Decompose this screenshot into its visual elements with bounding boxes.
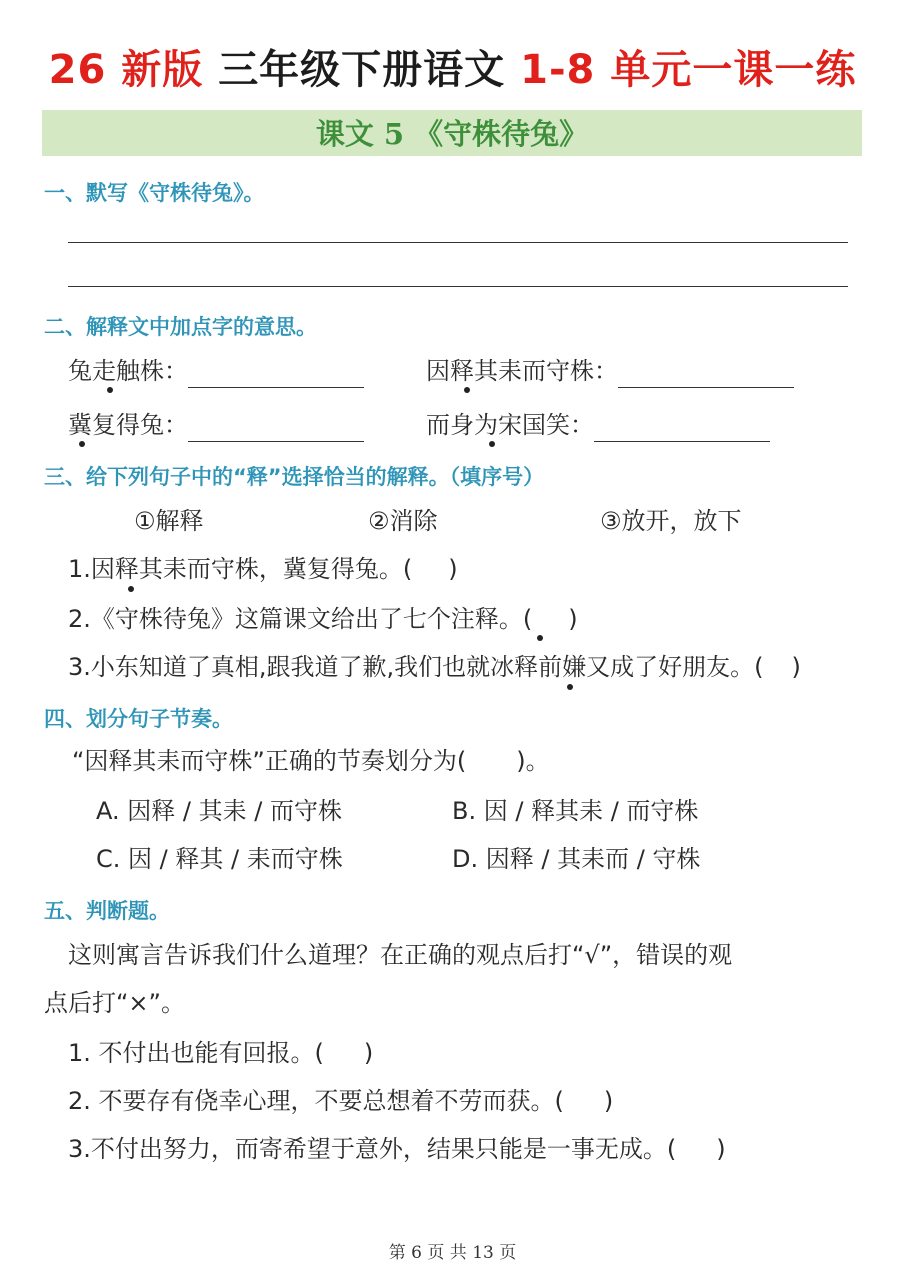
statement-3 [68,1132,726,1166]
close-paren: ) [603,1087,614,1115]
rhythm-question-text: “因释其耒而守株”正确的节奏划分为( [72,747,467,775]
title-grade-prefix: 26 新版 [48,47,204,93]
statement-1 [68,1036,373,1070]
title-units: 1-8 单元一课一练 [520,47,857,93]
question-text: 2.《守株待兔》这篇课文给出了七个注释。( [68,605,533,633]
interpret-item-2 [426,354,794,388]
section-2-heading: 二、解释文中加点字的意思。 [44,315,317,339]
choice-d[interactable]: D. 因释 / 其耒而 / 守株 [452,845,701,873]
answer-blank[interactable] [594,413,770,442]
choice-a[interactable]: A. 因释 / 其耒 / 而守株 [96,797,342,825]
interpret-item-label: 因释其耒而守株： [426,357,618,385]
choice-b[interactable]: B. 因 / 释其耒 / 而守株 [452,797,699,825]
choice-c[interactable]: C. 因 / 释其 / 耒而守株 [96,845,343,873]
interpret-item-label: 而身为宋国笑： [426,411,594,439]
close-paren: ) [791,653,801,681]
section-3-heading: 三、给下列句子中的“释”选择恰当的解释。（填序号） [44,465,545,489]
answer-blank[interactable] [188,359,364,388]
writing-line-2[interactable] [68,286,848,287]
question-text: 1.因释其耒而守株，冀复得兔。( [68,555,413,583]
writing-line-1[interactable] [68,242,848,243]
statement-text: 2. 不要存有侥幸心理，不要总想着不劳而获。( [68,1087,564,1115]
answer-blank[interactable] [618,359,794,388]
option-1: ①解释 [134,507,204,535]
interpret-item-label: 兔走触株： [68,357,188,385]
emphasis-dot [537,635,543,641]
emphasis-dot [464,387,470,393]
section-4-heading: 四、划分句子节奏。 [44,707,233,731]
interpret-item-4 [426,408,770,442]
statement-text: 3.不付出努力，而寄希望于意外，结果只能是一事无成。( [68,1135,677,1163]
title-subject: 三年级下册语文 [218,47,506,93]
emphasis-dot [79,441,85,447]
emphasis-dot [489,441,495,447]
judgement-intro-line-2: 点后打“×”。 [44,989,185,1017]
question-text: 3.小东知道了真相,跟我道了歉,我们也就冰释前嫌又成了好朋友。( [68,653,764,681]
option-2: ②消除 [368,507,438,535]
close-paren: ) [448,555,458,583]
interpret-item-3 [68,408,364,442]
interpret-item-1 [68,354,364,388]
section-5-heading: 五、判断题。 [44,899,170,923]
judgement-intro-line-1: 这则寓言告诉我们什么道理？在正确的观点后打“√”，错误的观 [68,941,733,969]
rhythm-question [72,744,550,778]
option-3: ③放开，放下 [600,507,742,535]
rhythm-question-end: )。 [516,747,550,775]
close-paren: ) [363,1039,374,1067]
answer-blank[interactable] [188,413,364,442]
statement-2 [68,1084,613,1118]
question-2 [68,602,578,636]
emphasis-dot [107,387,113,393]
page-number: 第 6 页 共 13 页 [388,1243,517,1263]
lesson-banner: 课文 5 《守株待兔》 [315,117,589,151]
question-3 [68,650,801,684]
question-1 [68,552,458,586]
statement-text: 1. 不付出也能有回报。( [68,1039,324,1067]
section-1-heading: 一、默写《守株待兔》。 [44,181,265,205]
document-title [0,40,905,100]
close-paren: ) [568,605,578,633]
close-paren: ) [716,1135,726,1163]
interpret-item-label: 冀复得兔： [68,411,188,439]
emphasis-dot [567,684,573,690]
emphasis-dot [128,586,134,592]
